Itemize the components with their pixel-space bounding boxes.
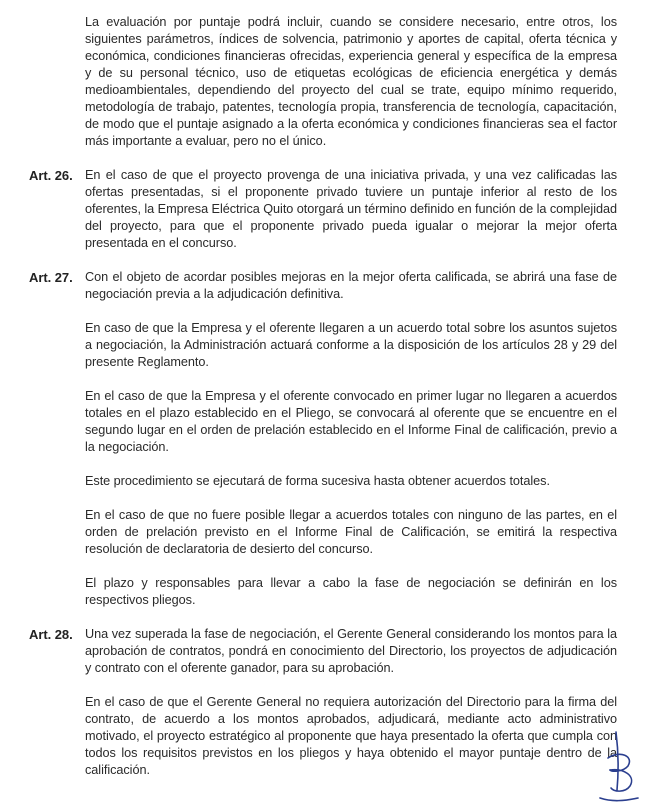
document-body	[29, 14, 617, 796]
article-paragraph: En el caso de que la Empresa y el oferente convocado en primer lugar no llegaren a acuerdos totales en el plazo establecido en el Pliego, se convocará al oferente que se encuentre en el segundo lugar en el orden de prelación establecido en el Informe Final de calificación, previo a la negociación.	[85, 389, 617, 454]
article-27	[29, 269, 617, 609]
article-label: Art. 28.	[29, 627, 73, 642]
article-paragraph: En el caso de que el Gerente General no requiera autorización del Directorio para la firma del contrato, de acuerdo a los montos aprobados, adjudicará, mediante acto administrativo motivado, el proyecto estratégico al proponente que haya presentado la oferta que cumpla con todos los requisitos previstos en los pliegos y haya obtenido el mayor puntaje dentro de la calificación.	[85, 695, 617, 777]
article-paragraph: Este procedimiento se ejecutará de forma sucesiva hasta obtener acuerdos totales.	[85, 474, 550, 488]
intro-paragraph: La evaluación por puntaje podrá incluir, cuando se considere necesario, entre otros, los siguientes parámetros, índices de solvencia, patrimonio y aportes de capital, oferta técnica y económica, condiciones financieras ofrecidas, experiencia general y específica de la empresa y de su personal técnico, uso de etiquetas ecológicas de eficiencia energética y demás medioambientales, dependiendo del proyecto del cual se trate, equipo mínimo requerido, metodología de trabajo, patentes, tecnología propia, transferencia de tecnología, capacitación, de modo que el puntaje asignado a la oferta económica y condiciones financieras sea el factor más importante a evaluar, pero no el único.	[85, 15, 617, 148]
article-paragraph: En el caso de que el proyecto provenga de una iniciativa privada, y una vez calificadas las ofertas presentadas, si el proponente privado tuviere un puntaje inferior al resto de los oferentes, la Empresa Eléctrica Quito otorgará un término definido en función de la complejidad del proyecto, para que el proponente privado pueda igualar o mejorar la mejor oferta presentada en el concurso.	[85, 168, 617, 250]
article-label: Art. 26.	[29, 168, 73, 183]
article-28	[29, 626, 617, 779]
article-paragraph: Con el objeto de acordar posibles mejoras en la mejor oferta calificada, se abrirá una fase de negociación previa a la adjudicación definitiva.	[85, 270, 617, 301]
article-paragraph: En el caso de que no fuere posible llegar a acuerdos totales con ninguno de las partes, en el orden de prelación previsto en el Informe Final de Calificación, se emitirá la respectiva resolución de declaratoria de desierto del concurso.	[85, 508, 617, 556]
article-label: Art. 27.	[29, 270, 73, 285]
article-paragraph: Una vez superada la fase de negociación, el Gerente General considerando los montos para la aprobación de contratos, pondrá en conocimiento del Directorio, los proyectos de adjudicación y contrato con el oferente ganador, para su aprobación.	[85, 627, 617, 675]
article-paragraph: En caso de que la Empresa y el oferente llegaren a un acuerdo total sobre los asuntos sujetos a negociación, la Administración actuará conforme a la disposición de los artículos 28 y 29 del presente Reglamento.	[85, 321, 617, 369]
article-26	[29, 167, 617, 252]
handwritten-signature	[590, 728, 645, 807]
article-paragraph: El plazo y responsables para llevar a cabo la fase de negociación se definirán en los respectivos pliegos.	[85, 576, 617, 607]
